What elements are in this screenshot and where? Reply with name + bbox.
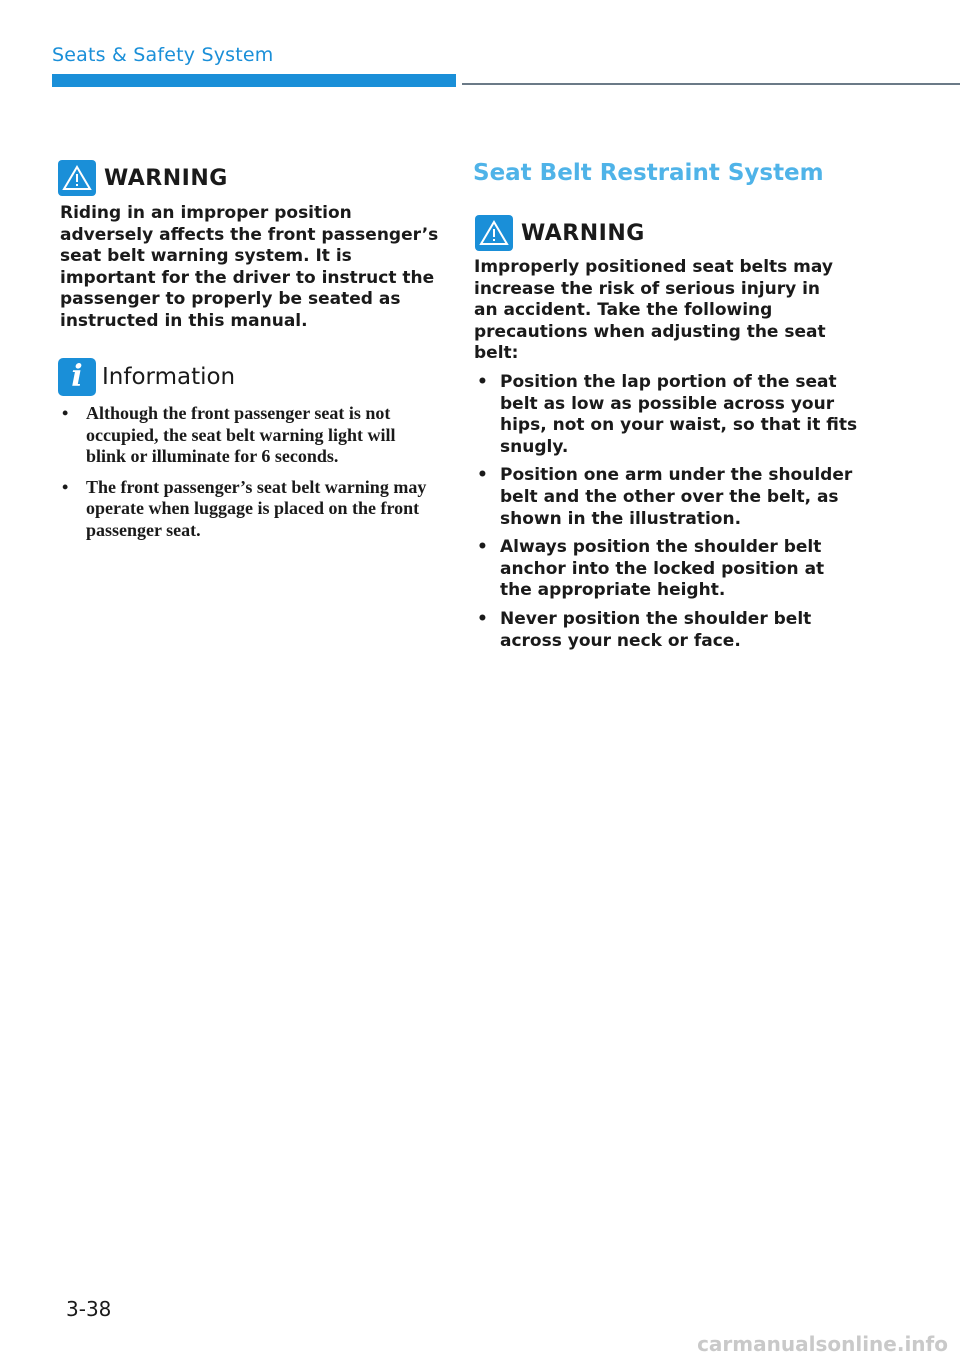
list-item: • Position the lap portion of the seat belt as low as possible across your hips, not on your waist, so that it fits snugly.	[474, 372, 859, 458]
warning-label: WARNING	[521, 220, 645, 246]
header-rule	[462, 83, 960, 85]
header-accent-bar	[52, 74, 456, 87]
warning-label: WARNING	[104, 165, 228, 191]
warning-heading-right	[475, 215, 645, 251]
list-item: • Always position the shoulder belt anchor into the locked position at the appropriate height.	[474, 537, 859, 602]
information-list	[58, 403, 440, 550]
warning-triangle-icon	[58, 160, 96, 196]
warning-text: Improperly positioned seat belts may increase the risk of serious injury in an accident. Take the following precautions when adjusting the seat belt:	[474, 257, 833, 364]
list-item: • Position one arm under the shoulder belt and the other over the belt, as shown in the illustration.	[474, 465, 859, 530]
precautions-list	[474, 372, 859, 659]
info-icon: i	[58, 358, 96, 396]
warning-triangle-icon	[475, 215, 513, 251]
information-label: Information	[102, 364, 236, 390]
section-title: Seats & Safety System	[52, 44, 274, 66]
list-item: • The front passenger’s seat belt warning may operate when luggage is placed on the front passenger seat.	[58, 477, 440, 542]
subheading: Seat Belt Restraint System	[473, 160, 824, 186]
warning-heading-left	[58, 160, 228, 196]
list-item: • Although the front passenger seat is not occupied, the seat belt warning light will blink or illuminate for 6 seconds.	[58, 403, 440, 468]
information-heading	[58, 358, 235, 396]
watermark: carmanualsonline.info	[697, 1332, 948, 1356]
warning-text: Riding in an improper position adversely affects the front passenger’s seat belt warning system. It is important for the driver to instruct the passenger to properly be seated as instructed in this manual.	[60, 203, 439, 331]
page-number: 3-38	[66, 1297, 112, 1321]
list-item: • Never position the shoulder belt across your neck or face.	[474, 609, 859, 652]
